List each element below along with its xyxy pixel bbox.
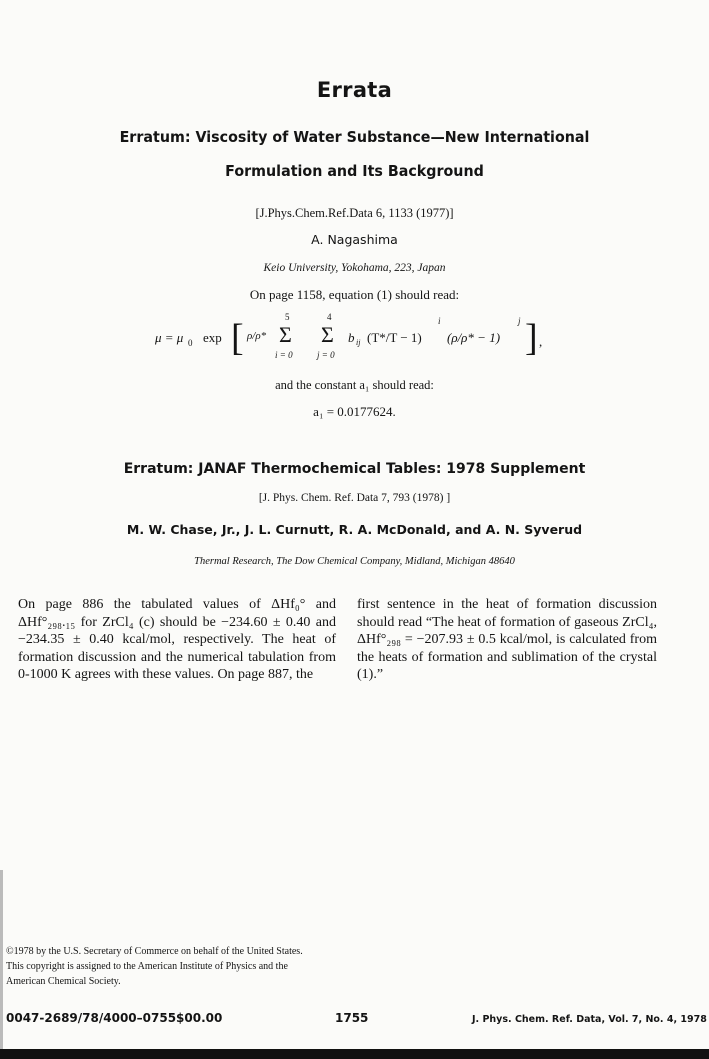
erratum1-citation: [J.Phys.Chem.Ref.Data 6, 1133 (1977)]	[255, 206, 454, 220]
eq-sum2-lower: j = 0	[317, 350, 335, 360]
equation-viscosity	[155, 310, 555, 370]
copyright-line2: This copyright is assigned to the American Institute of Physics and the	[6, 961, 288, 972]
eq-term2: (ρ/ρ* − 1)	[447, 330, 501, 345]
eq-rho-ratio: ρ/ρ*	[247, 330, 267, 342]
eq-sum1-lower: i = 0	[275, 350, 293, 360]
erratum2-title: Erratum: JANAF Thermochemical Tables: 1978 Supplement	[123, 461, 586, 477]
eq-exp: exp	[203, 330, 222, 345]
eq-term2-exp: j	[518, 316, 521, 326]
copyright-line3: American Chemical Society.	[6, 976, 121, 987]
copyright-notice	[6, 944, 356, 989]
eq-lhs-sub: 0	[188, 338, 193, 348]
erratum1-title-line2: Formulation and Its Background	[225, 162, 484, 180]
footer-page-number: 1755	[335, 1011, 369, 1025]
eq-sum1-upper: 5	[285, 312, 290, 322]
erratum1-const-value: a₁ = 0.0177624.	[313, 404, 396, 419]
footer-code: 0047-2689/78/4000–0755$00.00	[6, 1011, 223, 1025]
erratum1-affiliation: Keio University, Yokohama, 223, Japan	[263, 262, 446, 274]
erratum2-affiliation: Thermal Research, The Dow Chemical Company, Midland, Michigan 48640	[194, 556, 515, 567]
eq-sum1: Σ	[279, 322, 292, 347]
erratum2-authors: M. W. Chase, Jr., J. L. Curnutt, R. A. McDonald, and A. N. Syverud	[126, 522, 583, 537]
erratum2-body-left: On page 886 the tabulated values of ΔHf₀° and ΔHf°₂₉₈.₁₅ for ZrCl₄ (c) should be −234.60 ± 0.40 and −234.35 ± 0.40 kcal/mol, respectively. The heat of formation discussion and the numerical tabulation from 0-1000 K agrees with these values. On page 887, the	[18, 597, 336, 682]
page-title: Errata	[316, 78, 393, 102]
eq-coef-sub: ij	[356, 338, 361, 347]
scan-bottom-bar	[0, 1049, 709, 1059]
eq-coef: b	[348, 330, 355, 345]
eq-sum2: Σ	[321, 322, 334, 347]
erratum1-title	[28, 120, 680, 188]
scan-edge	[0, 870, 3, 1050]
erratum1-const-text: and the constant a₁ should read:	[275, 378, 434, 392]
footer-journal: J. Phys. Chem. Ref. Data, Vol. 7, No. 4, 1978	[472, 1014, 707, 1025]
erratum1-intro: On page 1158, equation (1) should read:	[249, 287, 460, 302]
eq-term1: (T*/T − 1)	[367, 330, 422, 345]
eq-term1-exp: i	[438, 316, 441, 326]
erratum2-citation: [J. Phys. Chem. Ref. Data 7, 793 (1978) ]	[258, 492, 451, 504]
erratum1-title-line1: Erratum: Viscosity of Water Substance—New International	[119, 128, 590, 146]
copyright-line1: ©1978 by the U.S. Secretary of Commerce on behalf of the United States.	[6, 946, 303, 957]
erratum2-body-right: first sentence in the heat of formation discussion should read “The heat of formation of gaseous ZrCl₄, ΔHf°₂₉₈ = −207.93 ± 0.5 kcal/mol, is calculated from the heats of formation and sublimation of the crystal (1).”	[357, 597, 657, 682]
eq-lhs: μ = μ	[155, 330, 184, 345]
eq-bracket-left: [	[231, 317, 244, 359]
erratum1-author: A. Nagashima	[311, 232, 398, 247]
eq-sum2-upper: 4	[327, 312, 332, 322]
eq-comma: ,	[539, 334, 543, 349]
eq-bracket-right: ]	[525, 317, 538, 359]
